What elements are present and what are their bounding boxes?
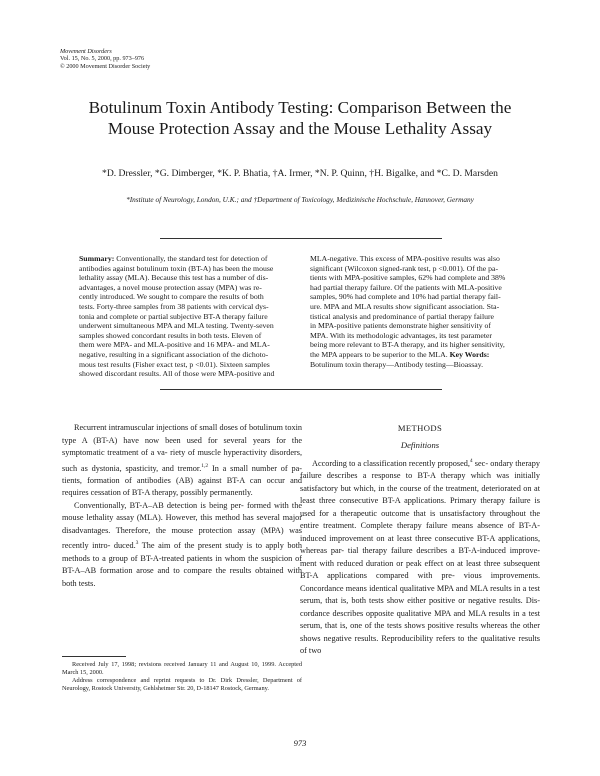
section-heading-methods: METHODS bbox=[397, 423, 443, 433]
abstract-line: them were MPA- and MLA-positive and 16 MPA- and MLA- bbox=[79, 340, 270, 350]
abstract-line: tistical analysis and predominance of partial therapy failure bbox=[310, 311, 494, 321]
body-right-column bbox=[300, 422, 540, 658]
abstract-line: antibodies against botulinum toxin (BT-A) has been the mouse bbox=[79, 263, 274, 273]
abstract-line: advantages, a novel mouse protection assay (MPA) was re- bbox=[79, 282, 262, 292]
abstract-line: the MPA appears to be superior to the MLA. Key Words: bbox=[310, 349, 490, 359]
subsection-heading-definitions: Definitions bbox=[400, 439, 440, 450]
page-number: 973 bbox=[293, 738, 307, 748]
definitions-paragraph: According to a classification recently proposed,$^4$ sec- ondary therapy failure describes a response to BT-A therapy which was initially satisfactory but which, in the course of the treatment, deteriorated on at least three consecutive BT-A applications. Primary therapy failure is used for a therapeutic outcome that is unsatisfactory throughout the entire treatment. Complete therapy failure means absence of BT-A-induced improvement on at least three consecutive BT-A applications, whereas par- tial therapy failure describes a BT-A-induced improve- ment with reduced duration or peak effect on at least three subsequent BT-A applications compared with pre- vious improvements. Concordance means identical qualitative MPA and MLA results in a test serum, that is, both tests show either positive or negative results. Dis- cordance describes opposite qualitative MPA and MLA results in a test serum, that is, one of the tests shows positive results whereas the other shows negative results. Reproducibility refers to the qualitative results of two bbox=[300, 458, 541, 656]
affiliation: *Institute of Neurology, London, U.K.; and †Department of Toxicology, Medizinische Hochschule, Hannover, Germany bbox=[126, 195, 474, 204]
footnote-address: Address correspondence and reprint requests to Dr. Dirk Dressler, Department of Neurology, Rostock University, Gehlsheimer Str. 20, D-18147 Rostock, Germany. bbox=[62, 677, 302, 692]
abstract-line: samples, 90% had complete and 10% had partial therapy fail- bbox=[310, 292, 501, 302]
footnote bbox=[62, 661, 302, 693]
journal-copyright: © 2000 Movement Disorder Society bbox=[60, 62, 151, 70]
abstract-line: lethality assay (MLA). Because this test has a number of dis- bbox=[79, 273, 269, 283]
abstract-line: showed discordant results. All of those were MPA-positive and bbox=[79, 369, 275, 379]
abstract-label: Summary: bbox=[79, 254, 115, 263]
abstract-line: cently introduced. We sought to compare the results of both bbox=[79, 292, 264, 302]
intro-paragraph-1: Recurrent intramuscular injections of small doses of botulinum toxin type A (BT-A) have now been used for several years for the symptomatic treatment of a va- riety of muscle hyperactivity disorders, such as dystonia, spasticity, and tremor.$^{1,2}$ In a small number of pa- tients, formation of antibodies (AB) against BT-A can occur and requires cessation of BT-A therapy, possibly permanently. bbox=[62, 423, 303, 498]
abstract-line: tients with MPA-positive samples, 62% had complete and 38% bbox=[310, 273, 506, 283]
author-list: *D. Dressler, *G. Dimberger, *K. P. Bhatia, †A. Irmer, *N. P. Quinn, †H. Bigalke, and *C. D. Marsden bbox=[102, 168, 498, 179]
abstract-line: ure. MPA and MLA results show significant association. Sta- bbox=[310, 301, 500, 311]
abstract-line: MLA-negative. This excess of MPA-positive results was also bbox=[310, 254, 500, 263]
abstract-line: samples showed concordant results in both tests. Eleven of bbox=[79, 330, 262, 340]
article-title bbox=[40, 97, 560, 139]
abstract-line: tonia and complete or partial subjective BT-A therapy failure bbox=[79, 311, 268, 321]
abstract-line: being more relevant to BT-A therapy, and its higher sensitivity, bbox=[310, 340, 505, 350]
abstract-line: in MPA-positive patients demonstrate higher sensitivity of bbox=[310, 321, 491, 331]
abstract-line: mous test results (Fisher exact test, p <0.01). Sixteen samples bbox=[79, 359, 270, 369]
journal-header bbox=[60, 48, 150, 70]
title-line-2: Mouse Protection Assay and the Mouse Lethality Assay bbox=[107, 119, 493, 138]
abstract-line: tests. Forty-three samples from 38 patients with cervical dys- bbox=[79, 301, 269, 311]
abstract-top-rule bbox=[160, 238, 442, 239]
abstract-line: underwent simultaneous MPA and MLA testing. Twenty-seven bbox=[79, 321, 274, 331]
abstract-line: Botulinum toxin therapy—Antibody testing—Bioassay. bbox=[310, 359, 484, 369]
abstract-right-column bbox=[310, 254, 541, 369]
abstract-left-column bbox=[79, 254, 310, 379]
journal-volume: Vol. 15, No. 5, 2000, pp. 973–976 bbox=[60, 55, 145, 63]
intro-paragraph-2: Conventionally, BT-A–AB detection is being per- formed with the mouse lethality assay (MLA). However, this method has several major disadvantages. Therefore, the mouse protection assay (MPA) was recently intro- duced.$^3$ The aim of the present study is to apply both methods to a group of BT-A-treated patients in whom the suspicion of BT-A–AB formation arose and to compare the results obtained with both tests. bbox=[62, 500, 303, 588]
footnote-received: Received July 17, 1998; revisions received January 11 and August 10, 1999. Accepted March 15, 2000. bbox=[62, 661, 303, 676]
abstract-line: Summary: Conventionally, the standard test for detection of bbox=[79, 254, 268, 263]
abstract-line: significant (Wilcoxon signed-rank test, p <0.001). Of the pa- bbox=[310, 263, 499, 273]
body-left-column bbox=[62, 422, 302, 590]
journal-name: Movement Disorders bbox=[60, 48, 112, 55]
abstract-line: MPA. With its methodologic advantages, its test parameter bbox=[310, 330, 493, 340]
title-line-1: Botulinum Toxin Antibody Testing: Comparison Between the bbox=[88, 98, 512, 117]
footnote-rule bbox=[62, 656, 126, 657]
abstract-line: negative, resulting in a significant association of the dichoto- bbox=[79, 349, 269, 359]
abstract-bottom-rule bbox=[160, 389, 442, 390]
key-words-label: Key Words: bbox=[447, 349, 490, 359]
abstract-line: had partial therapy failure. Of the patients with MLA-positive bbox=[310, 282, 502, 292]
